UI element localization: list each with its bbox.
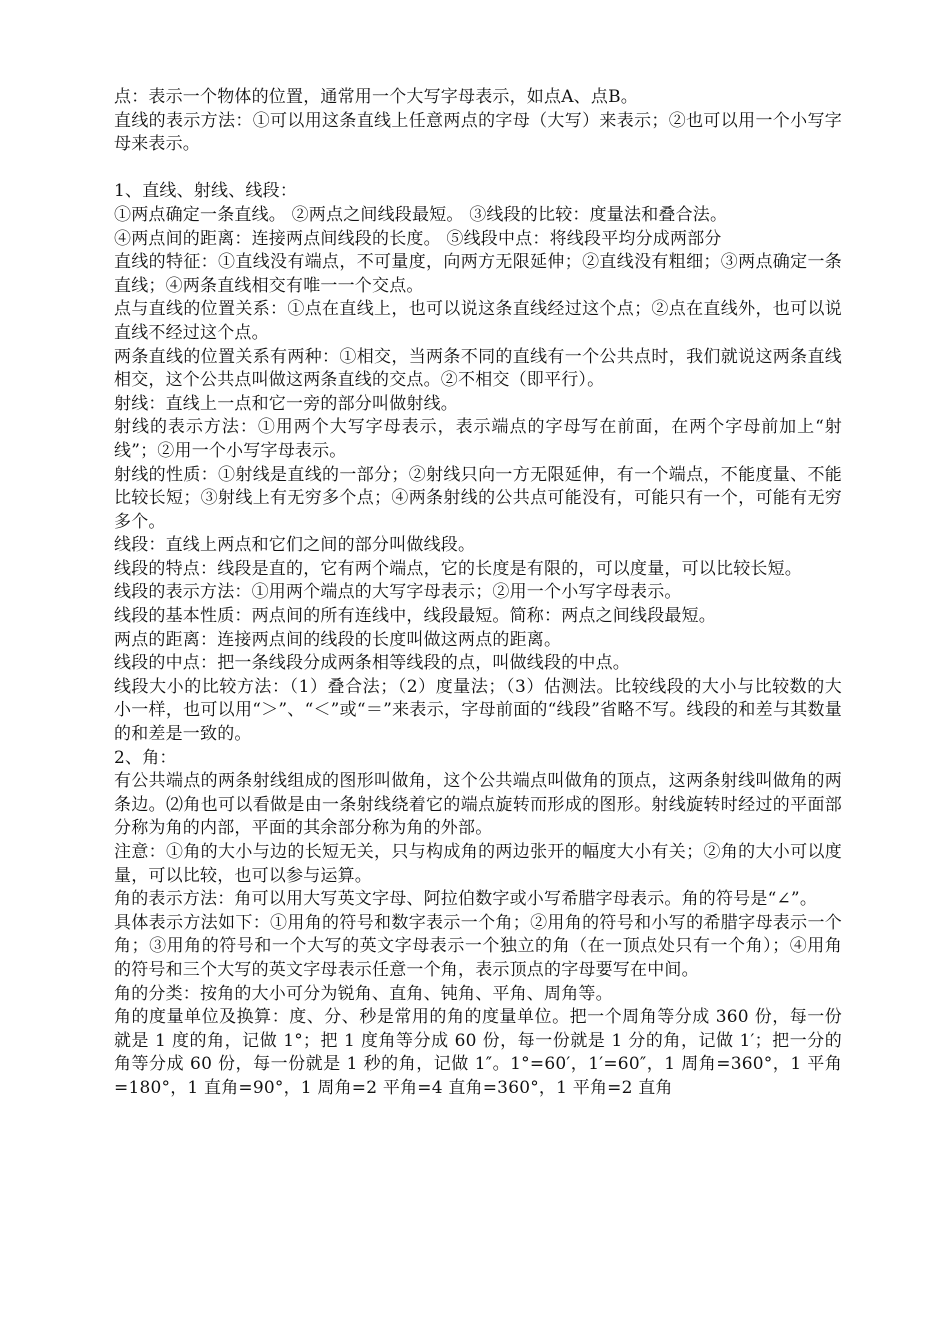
paragraph-angle-note: 注意：①角的大小与边的长短无关，只与构成角的两边张开的幅度大小有关；②角的大小可以度量，可以比较，也可以参与运算。 [114, 842, 842, 886]
document-body [114, 86, 842, 1101]
paragraph-angle-definition: 有公共端点的两条射线组成的图形叫做角，这个公共端点叫做角的顶点，这两条射线叫做角的两条边。⑵角也可以看做是由一条射线绕着它的端点旋转而形成的图形。射线旋转时经过的平面部分称为角的内部，平面的其余部分称为角的外部。 [114, 771, 842, 839]
paragraph-point-distance: 两点的距离：连接两点间的线段的长度叫做这两点的距离。 [114, 629, 562, 650]
paragraph-segment-features: 线段的特点：线段是直的，它有两个端点，它的长度是有限的，可以度量，可以比较长短。 [114, 558, 802, 579]
paragraph-point-definition: 点：表示一个物体的位置，通常用一个大写字母表示，如点A、点B。 [114, 87, 638, 107]
paragraph-ray-definition: 射线：直线上一点和它一旁的部分叫做射线。 [114, 393, 458, 414]
paragraph-line-facts-1: ①两点确定一条直线。 ②两点之间线段最短。 ③线段的比较：度量法和叠合法。 [114, 204, 728, 225]
section-heading-angles: 2、角： [114, 747, 177, 768]
paragraph-segment-definition: 线段：直线上两点和它们之间的部分叫做线段。 [114, 535, 476, 556]
paragraph-point-line-relation: 点与直线的位置关系：①点在直线上，也可以说这条直线经过这个点；②点在直线外，也可以说直线不经过这个点。 [114, 299, 842, 343]
paragraph-two-lines-relation: 两条直线的位置关系有两种：①相交，当两条不同的直线有一个公共点时，我们就说这两条直线相交，这个公共点叫做这两条直线的交点。②不相交（即平行）。 [114, 346, 842, 391]
paragraph-ray-notation: 射线的表示方法：①用两个大写字母表示，表示端点的字母写在前面，在两个字母前加上“射线”；②用一个小写字母表示。 [114, 417, 842, 461]
paragraph-angle-notation: 角的表示方法：角可以用大写英文字母、阿拉伯数字或小写希腊字母表示。角的符号是“∠”。 [114, 889, 818, 910]
paragraph-angle-notation-details: 具体表示方法如下：①用角的符号和数字表示一个角；②用角的符号和小写的希腊字母表示一个角；③用角的符号和一个大写的英文字母表示一个独立的角（在一顶点处只有一个角）；④用角的符号和三个大写的英文字母表示任意一个角，表示顶点的字母要写在中间。 [114, 912, 842, 980]
section-heading-lines: 1、直线、射线、线段： [114, 181, 298, 202]
paragraph-line-notation: 直线的表示方法：①可以用这条直线上任意两点的字母（大写）来表示；②也可以用一个小写字母来表示。 [114, 110, 842, 155]
paragraph-segment-notation: 线段的表示方法：①用两个端点的大写字母表示；②用一个小写字母表示。 [114, 582, 682, 603]
paragraph-segment-comparison: 线段大小的比较方法：（1）叠合法；（2）度量法；（3）估测法。比较线段的大小与比较数的大小一样，也可以用“＞”、“＜”或“＝”来表示，字母前面的“线段”省略不写。线段的和差与其数量的和差是一致的。 [114, 676, 842, 745]
paragraph-ray-properties: 射线的性质：①射线是直线的一部分；②射线只向一方无限延伸，有一个端点，不能度量、不能比较长短；③射线上有无穷多个点；④两条射线的公共点可能没有，可能只有一个，可能有无穷多个。 [114, 464, 842, 532]
paragraph-angle-units: 角的度量单位及换算：度、分、秒是常用的角的度量单位。把一个周角等分成 360 份，每一份就是 1 度的角，记做 1°；把 1 度角等分成 60 份，每一份就是 1 分的角，记做 1′；把一分的角等分成 60 份，每一份就是 1 秒的角，记做 1″。1°=60′，1′=60″，1 周角=360°，1 平角=180°，1 直角=90°，1 周角=2 平角=4 直角=360°，1 平角=2 直角 [114, 1007, 842, 1098]
paragraph-line-facts-2: ④两点间的距离：连接两点间线段的长度。 ⑤线段中点：将线段平均分成两部分 [114, 228, 722, 249]
paragraph-segment-basic-property: 线段的基本性质：两点间的所有连线中，线段最短。简称：两点之间线段最短。 [114, 606, 716, 627]
paragraph-angle-classification: 角的分类：按角的大小可分为锐角、直角、钝角、平角、周角等。 [114, 983, 613, 1004]
paragraph-line-features: 直线的特征：①直线没有端点，不可量度，向两方无限延伸；②直线没有粗细；③两点确定一条直线；④两条直线相交有唯一一个交点。 [114, 252, 842, 296]
paragraph-segment-midpoint: 线段的中点：把一条线段分成两条相等线段的点，叫做线段的中点。 [114, 653, 630, 674]
blank-line [114, 157, 842, 181]
